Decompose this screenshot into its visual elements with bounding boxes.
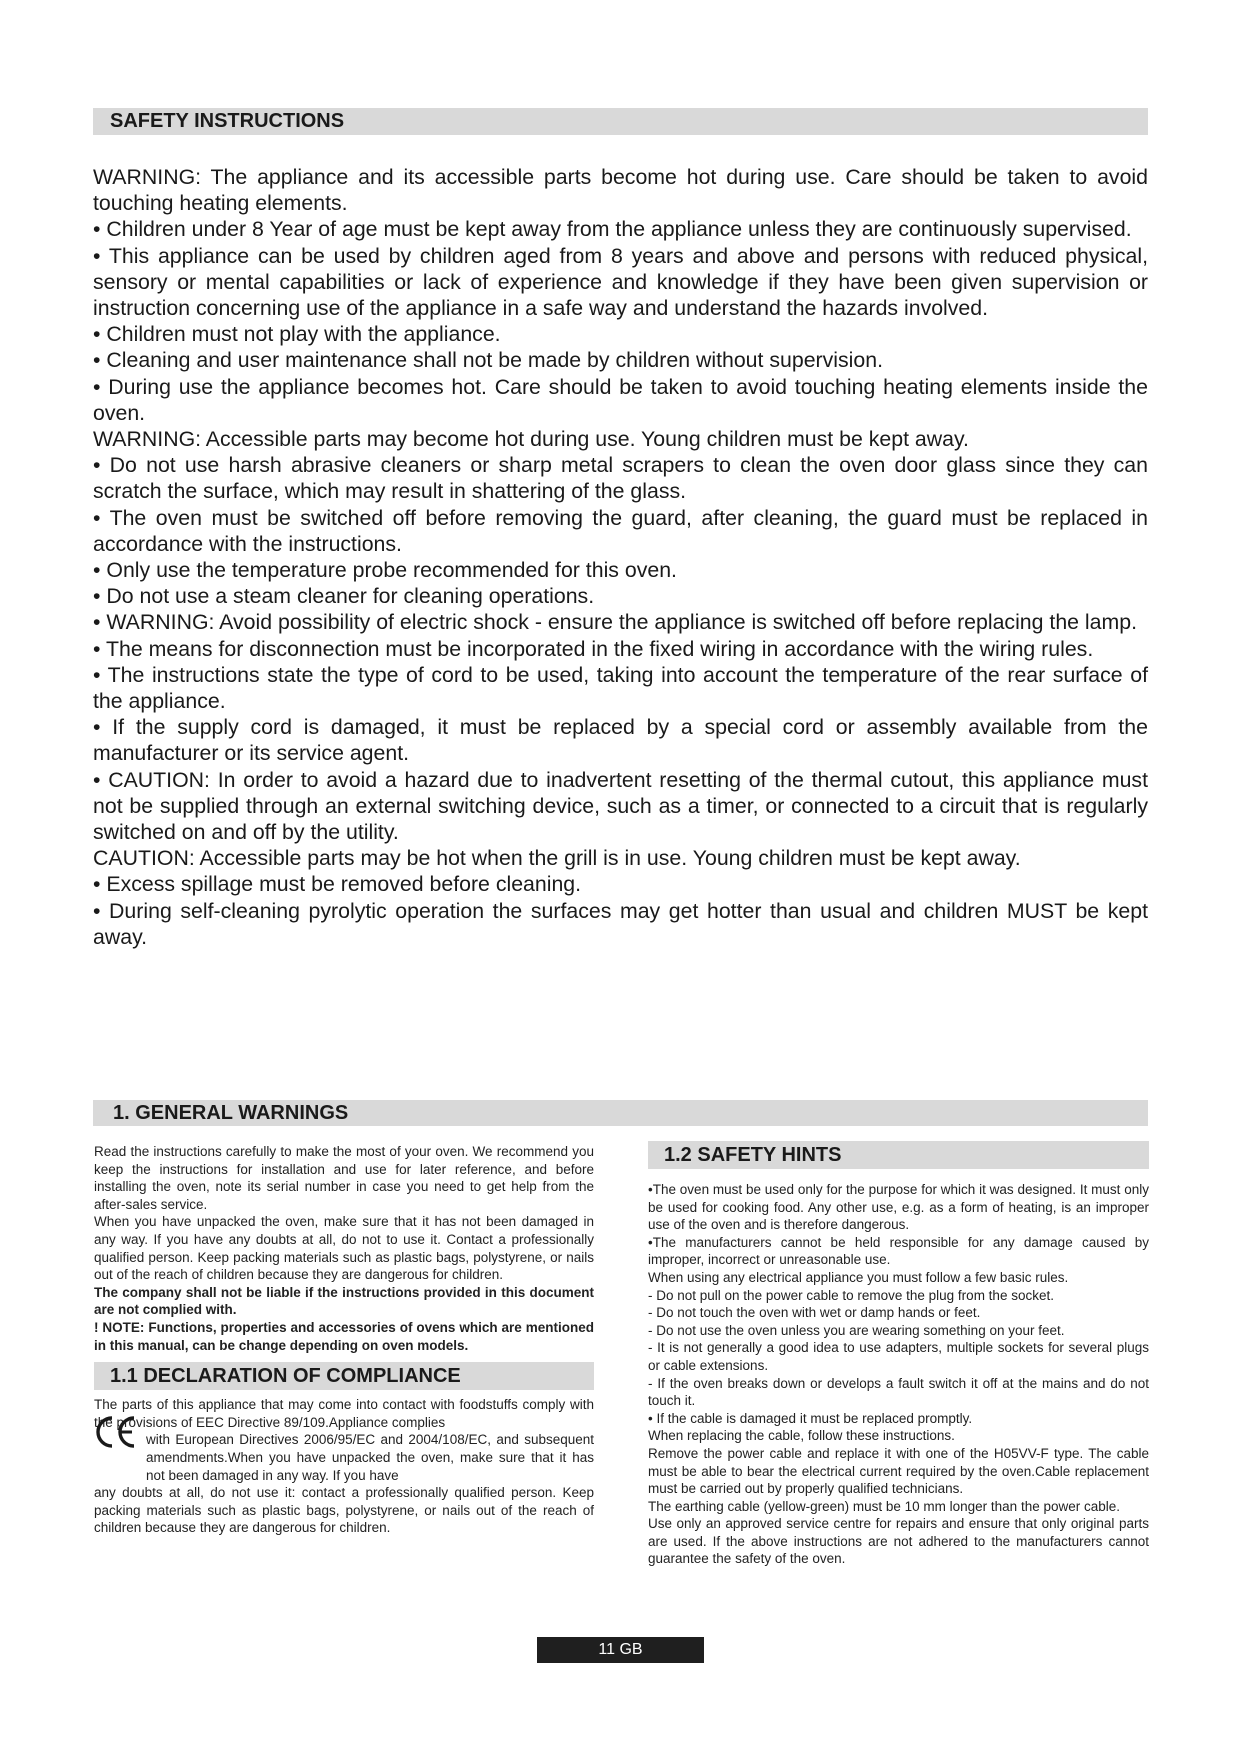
models-note: ! NOTE: Functions, properties and accessories of ovens which are mentioned in this manual, can be change depending on oven models. [94,1319,594,1353]
general-paragraph: Read the instructions carefully to make the most of your oven. We recommend you keep the instructions for installation and use for later reference, and before installing the oven, note its serial number in case you need to get help from the after-sales service. [94,1144,594,1212]
safety-paragraph: • During use the appliance becomes hot. Care should be taken to avoid touching heating elements inside the oven. [93,374,1148,425]
ce-mark-icon [92,1414,140,1450]
safety-hints-heading: 1.2 SAFETY HINTS [648,1141,1149,1169]
page-number: 11 GB [537,1637,704,1663]
hint-paragraph: When using any electrical appliance you must follow a few basic rules. [648,1269,1069,1285]
general-paragraph: When you have unpacked the oven, make sure that it has not been damaged in any way. If you have any doubts at all, do not to use it. Contact a professionally qualified person. Keep packing materials such as plastic bags, polystyrene, or nails out of the reach of children because they are dangerous for children. [94,1214,594,1283]
safety-paragraph: • Children must not play with the appliance. [93,322,501,347]
safety-paragraph: • During self-cleaning pyrolytic operation the surfaces may get hotter than usual and children MUST be kept away. [93,898,1148,949]
declaration-heading: 1.1 DECLARATION OF COMPLIANCE [94,1362,594,1390]
safety-paragraph: • The oven must be switched off before removing the guard, after cleaning, the guard must be replaced in accordance with the instructions. [93,505,1148,556]
safety-paragraph: • CAUTION: In order to avoid a hazard due to inadvertent resetting of the thermal cutout, this appliance must not be supplied through an external switching device, such as a timer, or connected to a circuit that is regularly switched on and off by the utility. [93,767,1148,845]
hint-paragraph: •The manufacturers cannot be held responsible for any damage caused by improper, incorrect or unreasonable use. [648,1234,1149,1268]
safety-paragraph: • The instructions state the type of cord to be used, taking into account the temperature of the rear surface of the appliance. [93,662,1148,714]
general-warnings-heading: 1. GENERAL WARNINGS [93,1100,1148,1126]
hint-paragraph: - Do not use the oven unless you are wearing something on your feet. [648,1322,1065,1338]
safety-paragraph: WARNING: Accessible parts may become hot during use. Young children must be kept away. [93,427,969,452]
safety-paragraph: • The means for disconnection must be incorporated in the fixed wiring in accordance with the wiring rules. [93,636,1094,661]
declaration-line: The parts of this appliance that may come into contact with foodstuffs comply with the provisions of EEC Directive 89/109.Appliance complies [94,1397,594,1430]
declaration-body [94,1396,594,1537]
hint-paragraph: - If the oven breaks down or develops a fault switch it off at the mains and do not touch it. [648,1375,1149,1409]
safety-paragraph: • Cleaning and user maintenance shall not be made by children without supervision. [93,348,883,373]
safety-paragraph: • Only use the temperature probe recommended for this oven. [93,558,677,583]
safety-paragraph: • Excess spillage must be removed before cleaning. [93,872,582,897]
declaration-rest: any doubts at all, do not use it: contact a professionally qualified person. Keep packing materials such as plastic bags, polystyrene, or nails out of the reach of children because they are dangerous for children. [94,1485,594,1536]
safety-paragraph: • Do not use harsh abrasive cleaners or sharp metal scrapers to clean the oven door glass since they can scratch the surface, which may result in shattering of the glass. [93,453,1148,504]
hint-paragraph: - It is not generally a good idea to use adapters, multiple sockets for several plugs or cable extensions. [648,1340,1149,1373]
liability-note: The company shall not be liable if the instructions provided in this document are not complied with. [94,1284,594,1318]
hint-paragraph: Use only an approved service centre for repairs and ensure that only original parts are used. If the above instructions are not adhered to the manufacturers cannot guarantee the safety of the oven. [648,1516,1149,1567]
hint-paragraph: The earthing cable (yellow-green) must be 10 mm longer than the power cable. [648,1498,1120,1514]
hint-paragraph: • If the cable is damaged it must be replaced promptly. [648,1410,973,1426]
safety-paragraph: CAUTION: Accessible parts may be hot when the grill is in use. Young children must be kept away. [93,846,1021,871]
hint-paragraph: - Do not touch the oven with wet or damp hands or feet. [648,1305,981,1321]
safety-paragraph: • Do not use a steam cleaner for cleaning operations. [93,584,595,609]
hint-paragraph: When replacing the cable, follow these instructions. [648,1428,955,1444]
safety-paragraph: • WARNING: Avoid possibility of electric shock - ensure the appliance is switched off before replacing the lamp. [93,610,1138,635]
left-column [94,1143,594,1537]
safety-instructions-body [93,164,1148,950]
safety-paragraph: • This appliance can be used by children aged from 8 years and above and persons with reduced physical, sensory or mental capabilities or lack of experience and knowledge if they have been given supervision or instruction concerning use of the appliance in a safe way and understand the hazards involved. [93,243,1148,321]
hint-paragraph: •The oven must be used only for the purpose for which it was designed. It must only be used for cooking food. Any other use, e.g. as a form of heating, is an improper use of the oven and is therefore dangerous. [648,1182,1149,1233]
declaration-indented: with European Directives 2006/95/EC and 2004/108/EC, and subsequent amendments.When you have unpacked the oven, make sure that it has not been damaged in any way. If you have [146,1432,594,1483]
hint-paragraph: Remove the power cable and replace it with one of the H05VV-F type. The cable must be able to bear the electrical current required by the oven.Cable replacement must be carried out by properly qualified technicians. [648,1445,1149,1497]
hint-paragraph: - Do not pull on the power cable to remove the plug from the socket. [648,1287,1054,1303]
safety-paragraph: • If the supply cord is damaged, it must be replaced by a special cord or assembly available from the manufacturer or its service agent. [93,715,1148,766]
right-column [648,1141,1149,1568]
safety-paragraph: WARNING: The appliance and its accessible parts become hot during use. Care should be taken to avoid touching heating elements. [93,165,1148,216]
safety-paragraph: • Children under 8 Year of age must be kept away from the appliance unless they are continuously supervised. [93,217,1132,242]
safety-instructions-heading: SAFETY INSTRUCTIONS [93,108,1148,135]
